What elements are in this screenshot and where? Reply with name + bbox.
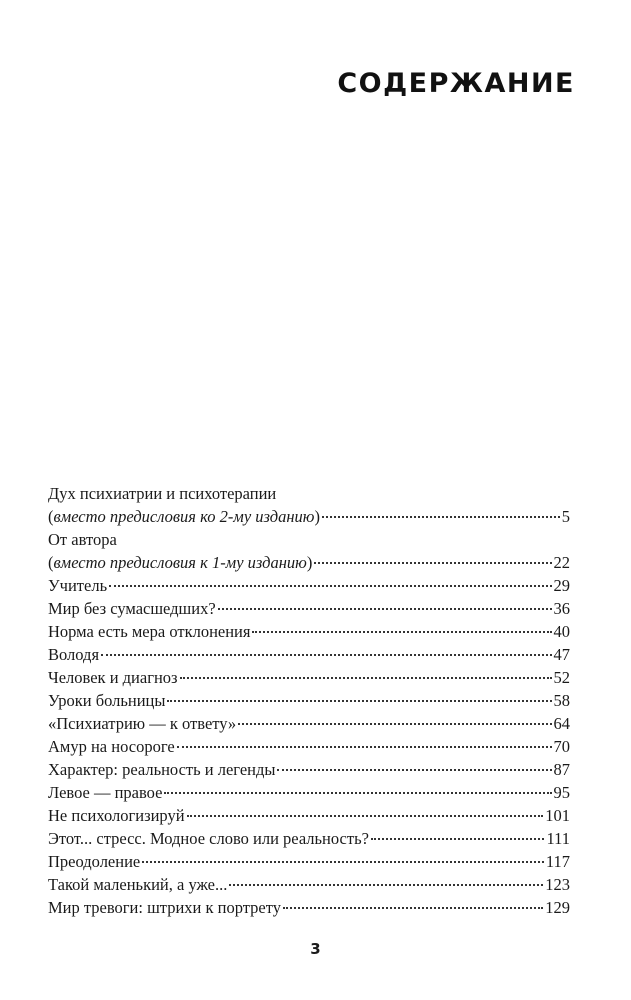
toc-page-number: 22 <box>553 553 570 572</box>
table-of-contents <box>48 482 570 919</box>
toc-entry <box>48 620 570 643</box>
dot-leader <box>238 723 551 725</box>
toc-entry-title: Володя <box>48 645 100 664</box>
toc-entry <box>48 689 570 712</box>
toc-entry-title: От автора <box>48 530 117 549</box>
dot-leader <box>101 654 551 656</box>
toc-entry <box>48 735 570 758</box>
dot-leader <box>283 907 543 909</box>
dot-leader <box>218 608 552 610</box>
toc-page-number: 64 <box>553 714 570 733</box>
toc-page-number: 70 <box>553 737 570 756</box>
dot-leader <box>167 700 551 702</box>
toc-entry-title: Норма есть мера отклонения <box>48 622 251 641</box>
dot-leader <box>229 884 543 886</box>
toc-page-number: 36 <box>553 599 570 618</box>
toc-entry <box>48 643 570 666</box>
toc-entry-title: Уроки больницы <box>48 691 166 710</box>
dot-leader <box>180 677 552 679</box>
dot-leader <box>187 815 544 817</box>
toc-entry <box>48 758 570 781</box>
toc-page-number: 123 <box>545 875 570 894</box>
toc-entry-subtitle: (вместо предисловия к 1-му изданию) <box>48 553 313 572</box>
toc-page-number: 5 <box>561 507 570 526</box>
toc-entry-title: Левое — правое <box>48 783 163 802</box>
toc-entry-line <box>48 482 570 505</box>
toc-entry <box>48 896 570 919</box>
toc-entry-title: Не психологизируй <box>48 806 185 825</box>
toc-entry-subtitle: (вместо предисловия ко 2-му изданию) <box>48 507 320 526</box>
dot-leader <box>109 585 551 587</box>
toc-page-number: 87 <box>553 760 570 779</box>
toc-entry <box>48 597 570 620</box>
dot-leader <box>177 746 552 748</box>
toc-entry <box>48 850 570 873</box>
toc-entry-title: Этот... стресс. Модное слово или реальность? <box>48 829 369 848</box>
dot-leader <box>252 631 551 633</box>
toc-entry-line <box>48 505 570 528</box>
toc-page-number: 40 <box>553 622 570 641</box>
toc-page-number: 47 <box>553 645 570 664</box>
toc-page-number: 117 <box>545 852 570 871</box>
toc-entry-title: Характер: реальность и легенды <box>48 760 276 779</box>
toc-entry <box>48 781 570 804</box>
toc-entry <box>48 827 570 850</box>
toc-entry-title: Мир без сумасшедших? <box>48 599 216 618</box>
toc-entry-title: Дух психиатрии и психотерапии <box>48 484 277 503</box>
toc-page-number: 29 <box>553 576 570 595</box>
toc-entry-title: Амур на носороге <box>48 737 175 756</box>
dot-leader <box>164 792 551 794</box>
dot-leader <box>371 838 545 840</box>
toc-entry-title: Мир тревоги: штрихи к портрету <box>48 898 281 917</box>
toc-entry <box>48 574 570 597</box>
toc-page-number: 95 <box>553 783 570 802</box>
dot-leader <box>277 769 551 771</box>
toc-entry-title: Такой маленький, а уже... <box>48 875 228 894</box>
toc-entry-title: Человек и диагноз <box>48 668 178 687</box>
toc-entry <box>48 666 570 689</box>
toc-entry-title: Преодоление <box>48 852 141 871</box>
dot-leader <box>314 562 551 564</box>
toc-page-number: 111 <box>546 829 570 848</box>
toc-entry <box>48 712 570 735</box>
toc-entry-line <box>48 551 570 574</box>
dot-leader <box>322 516 560 518</box>
page-number: 3 <box>310 940 321 958</box>
toc-page-number: 52 <box>553 668 570 687</box>
toc-entry-title: Учитель <box>48 576 108 595</box>
dot-leader <box>142 861 544 863</box>
toc-entry-title: «Психиатрию — к ответу» <box>48 714 237 733</box>
toc-page-number: 101 <box>545 806 570 825</box>
toc-entry <box>48 804 570 827</box>
page-title: СОДЕРЖАНИЕ <box>337 68 575 99</box>
toc-entry <box>48 873 570 896</box>
toc-page-number: 129 <box>545 898 570 917</box>
toc-page-number: 58 <box>553 691 570 710</box>
toc-entry-line <box>48 528 570 551</box>
